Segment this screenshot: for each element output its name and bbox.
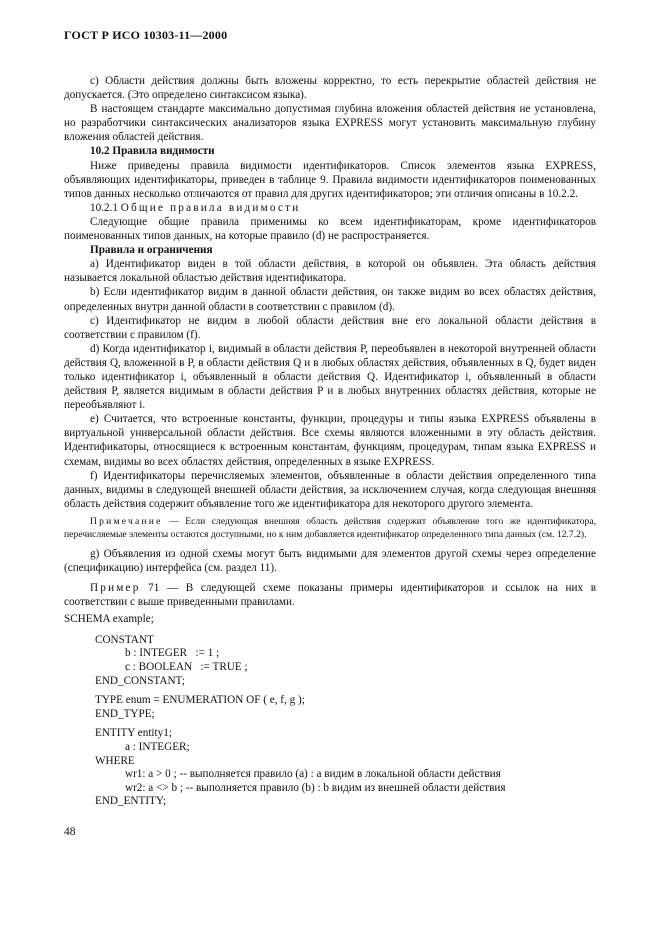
rule-b: b) Если идентификатор видим в данной области действия, он также видим во всех областях действия, определенных внутри данной области в соответствии с правилом (d). — [64, 286, 596, 313]
section-heading: 10.2 Правила видимости — [90, 145, 215, 158]
document-body — [64, 74, 596, 809]
note-label: Примечание — [90, 515, 163, 527]
paragraph-nesting-depth: В настоящем стандарте максимально допустимая глубина вложения областей действия не установлена, но разработчики синтаксических анализаторов языка EXPRESS могут установить максимальную глубину вложения областей действия. — [64, 103, 596, 144]
rule-g: g) Объявления из одной схемы могут быть видимыми для элементов другой схемы через определение (спецификацию) интерфейса (см. раздел 11). — [64, 547, 596, 574]
rule-e: e) Считается, что встроенные константы, функции, процедуры и типы языка EXPRESS объявлены в виртуальной универсальной области действия. Все схемы являются вложенными в эту область действия. Идентификаторы, относящиеся к встроенным константам, функциям, процедурам, типам языка EXPRESS и схемам, видимы во всех областях действия, определенных в языке EXPRESS. — [64, 413, 596, 468]
schema-example-code — [64, 613, 596, 809]
code-line-end-type: END_TYPE; — [95, 707, 155, 720]
code-line-a: a : INTEGER; — [125, 741, 190, 754]
rule-c: c) Идентификатор не видим в любой области действия вне его локальной области действия в соответствии с правилом (f). — [64, 314, 596, 341]
example-text: 71 — В следующей схеме показаны примеры идентификаторов и ссылок на них в соответствии с выше приведенными правилами. — [64, 582, 596, 609]
code-line-wr1: wr1: a > 0 ; -- выполняется правило (a) : a видим в локальной области действия — [125, 768, 501, 781]
rule-f: f) Идентификаторы перечисляемых элементов, объявленные в области действия определенного типа данных, видимы в следующей внешней области действия, за исключением случая, когда следующая внешняя область действия содержит объявление того же идентификатора для некоторого другого элемента. — [64, 469, 596, 510]
subsection-number: 10.2.1 — [90, 201, 118, 214]
example-label: Пример — [90, 582, 141, 595]
rule-a: a) Идентификатор виден в той области действия, в которой он объявлен. Эта область действия называется локальной областью действия идентификатора. — [64, 258, 596, 285]
code-line-entity: ENTITY entity1; — [95, 727, 172, 740]
code-line-end-constant: END_CONSTANT; — [95, 674, 185, 687]
code-line-end-entity: END_ENTITY; — [95, 795, 167, 808]
paragraph-scope-nesting: c) Области действия должны быть вложены корректно, то есть перекрытие областей действия не допускается. (Это определено синтаксисом языка). — [64, 75, 596, 102]
subsection-heading — [64, 201, 596, 215]
code-line-type: TYPE enum = ENUMERATION OF ( e, f, g ); — [95, 694, 305, 707]
code-line-c: c : BOOLEAN := TRUE ; — [125, 661, 248, 674]
code-line-schema: SCHEMA example; — [64, 613, 154, 626]
note — [64, 515, 596, 541]
note-text: — Если следующая внешняя область действия содержит объявление того же идентификатора, перечисляемые элементы остаются доступными, но к ним добавляется идентификатор определенного типа данных (см. 12.7.2). — [64, 515, 596, 540]
code-line-b: b : INTEGER := 1 ; — [125, 647, 220, 660]
rules-heading: Правила и ограничения — [90, 244, 213, 257]
rule-d: d) Когда идентификатор i, видимый в области действия P, переобъявлен в некоторой внутренней области действия Q, вложенной в P, в области действия Q и в любых областях действия, объявленных в Q, будет виден только идентификатор i, объявленный в области действия Q. Идентификатор i, объявленный в области действия P, является видимым в области действия P и в любых внутренних областях действия, которые не переобъявляют i. — [64, 342, 596, 412]
paragraph-visibility-intro: Ниже приведены правила видимости идентификаторов. Список элементов языка EXPRESS, объявляющих идентификаторы, приведен в таблице 9. Правила видимости идентификаторов поименованных типов данных несколько отличаются от правил для других идентификаторов; эти отличия описаны в 10.2.2. — [64, 159, 596, 200]
code-line-where: WHERE — [95, 754, 135, 767]
paragraph-general-rules: Следующие общие правила применимы ко всем идентификаторам, кроме идентификаторов поименованных типов данных, на которые правило (d) не распространяется. — [64, 215, 596, 243]
subsection-title: Общие правила видимости — [120, 201, 301, 214]
page-number: 48 — [64, 826, 76, 838]
code-line-constant: CONSTANT — [95, 633, 154, 646]
example-paragraph — [64, 581, 596, 609]
standard-header: ГОСТ Р ИСО 10303-11—2000 — [64, 28, 228, 42]
code-line-wr2: wr2: a <> b ; -- выполняется правило (b) : b видим из внешней области действия — [125, 781, 506, 794]
